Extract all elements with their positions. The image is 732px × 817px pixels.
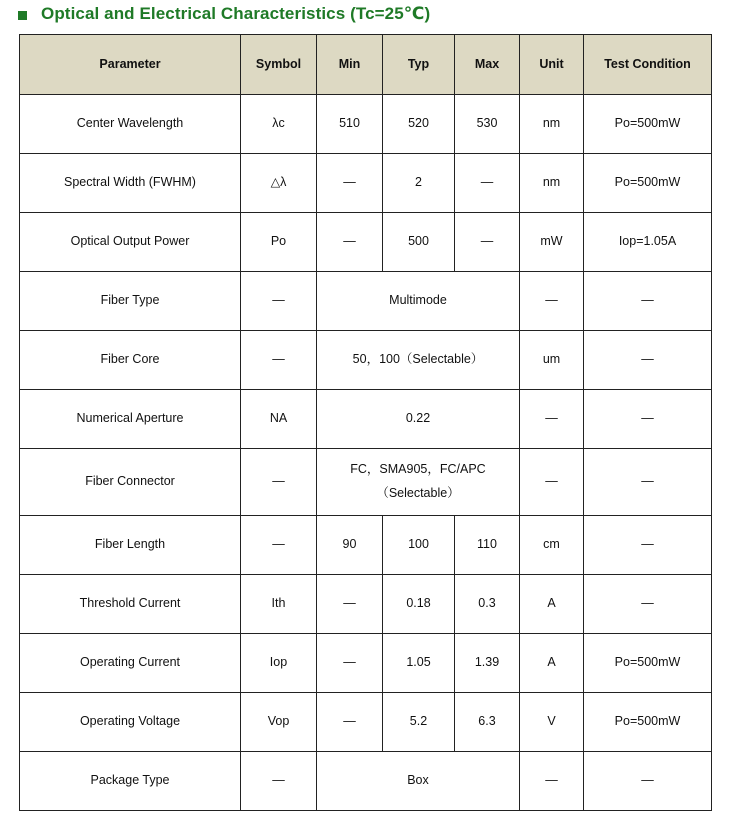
table-cell: — xyxy=(455,154,520,213)
table-cell: 0.18 xyxy=(383,575,455,634)
table-cell: mW xyxy=(520,213,584,272)
table-cell: — xyxy=(241,449,317,516)
table-cell: 90 xyxy=(317,516,383,575)
header-cell: Parameter xyxy=(20,35,241,95)
table-cell: Fiber Connector xyxy=(20,449,241,516)
table-cell: 0.22 xyxy=(317,390,520,449)
header-cell: Max xyxy=(455,35,520,95)
table-row xyxy=(20,331,712,390)
table-cell: 500 xyxy=(383,213,455,272)
table-cell: — xyxy=(584,516,712,575)
table-cell: 520 xyxy=(383,95,455,154)
header-cell: Typ xyxy=(383,35,455,95)
table-cell: NA xyxy=(241,390,317,449)
header-cell: Min xyxy=(317,35,383,95)
table-cell: — xyxy=(584,449,712,516)
table-cell: — xyxy=(317,634,383,693)
section-title-text: Optical and Electrical Characteristics (Tc=25℃) xyxy=(41,4,431,23)
table-cell: V xyxy=(520,693,584,752)
table-cell: — xyxy=(520,449,584,516)
header-cell: Unit xyxy=(520,35,584,95)
table-cell: 50，100（Selectable） xyxy=(317,331,520,390)
table-cell: Po=500mW xyxy=(584,95,712,154)
table-row xyxy=(20,95,712,154)
table-cell: Fiber Length xyxy=(20,516,241,575)
table-cell: — xyxy=(520,390,584,449)
table-cell: nm xyxy=(520,154,584,213)
table-cell: — xyxy=(520,752,584,811)
table-cell: 530 xyxy=(455,95,520,154)
header-cell: Symbol xyxy=(241,35,317,95)
table-cell: — xyxy=(317,213,383,272)
table-cell: λc xyxy=(241,95,317,154)
table-cell: Operating Voltage xyxy=(20,693,241,752)
table-cell: — xyxy=(241,516,317,575)
table-cell: — xyxy=(241,752,317,811)
characteristics-table xyxy=(19,34,712,811)
table-cell: Box xyxy=(317,752,520,811)
table-row xyxy=(20,575,712,634)
table-cell: um xyxy=(520,331,584,390)
table-cell: Spectral Width (FWHM) xyxy=(20,154,241,213)
table-cell: Fiber Type xyxy=(20,272,241,331)
table-row xyxy=(20,154,712,213)
table-cell: Center Wavelength xyxy=(20,95,241,154)
table-cell: △λ xyxy=(241,154,317,213)
table-cell: — xyxy=(520,272,584,331)
table-cell: — xyxy=(241,272,317,331)
table-cell: Po=500mW xyxy=(584,154,712,213)
table-cell: 1.39 xyxy=(455,634,520,693)
table-header-row xyxy=(20,35,712,95)
table-cell: 1.05 xyxy=(383,634,455,693)
table-cell: 100 xyxy=(383,516,455,575)
table-cell: — xyxy=(241,331,317,390)
table-cell: Optical Output Power xyxy=(20,213,241,272)
table-row xyxy=(20,213,712,272)
table-cell: — xyxy=(317,693,383,752)
table-cell: Ith xyxy=(241,575,317,634)
table-row xyxy=(20,634,712,693)
table-cell: Vop xyxy=(241,693,317,752)
table-cell: Po=500mW xyxy=(584,634,712,693)
table-cell: — xyxy=(584,390,712,449)
table-cell: Po xyxy=(241,213,317,272)
table-row xyxy=(20,390,712,449)
table-row xyxy=(20,449,712,516)
table-cell: Operating Current xyxy=(20,634,241,693)
table-row xyxy=(20,516,712,575)
section-title xyxy=(18,0,430,28)
table-cell: — xyxy=(455,213,520,272)
table-cell xyxy=(317,449,520,516)
table-cell: 6.3 xyxy=(455,693,520,752)
table-cell: — xyxy=(317,154,383,213)
table-cell: Iop=1.05A xyxy=(584,213,712,272)
table-cell: nm xyxy=(520,95,584,154)
table-cell: Multimode xyxy=(317,272,520,331)
table-cell: 510 xyxy=(317,95,383,154)
connector-note: （Selectable） xyxy=(376,486,460,500)
table-row xyxy=(20,752,712,811)
table-cell: Fiber Core xyxy=(20,331,241,390)
table-row xyxy=(20,693,712,752)
table-cell: — xyxy=(317,575,383,634)
table-cell: Iop xyxy=(241,634,317,693)
table-cell: Package Type xyxy=(20,752,241,811)
table-cell: 0.3 xyxy=(455,575,520,634)
table-cell: — xyxy=(584,575,712,634)
table-cell: 110 xyxy=(455,516,520,575)
table-cell: — xyxy=(584,272,712,331)
table-cell: Threshold Current xyxy=(20,575,241,634)
table-row xyxy=(20,272,712,331)
table-cell: A xyxy=(520,575,584,634)
header-cell: Test Condition xyxy=(584,35,712,95)
bullet-square-icon xyxy=(18,11,27,20)
table-cell: Numerical Aperture xyxy=(20,390,241,449)
connector-options: FC，SMA905，FC/APC xyxy=(350,462,486,477)
table-cell: cm xyxy=(520,516,584,575)
table-cell: 5.2 xyxy=(383,693,455,752)
table-cell: — xyxy=(584,752,712,811)
table-cell: — xyxy=(584,331,712,390)
table-cell: A xyxy=(520,634,584,693)
table-cell: 2 xyxy=(383,154,455,213)
table-cell: Po=500mW xyxy=(584,693,712,752)
